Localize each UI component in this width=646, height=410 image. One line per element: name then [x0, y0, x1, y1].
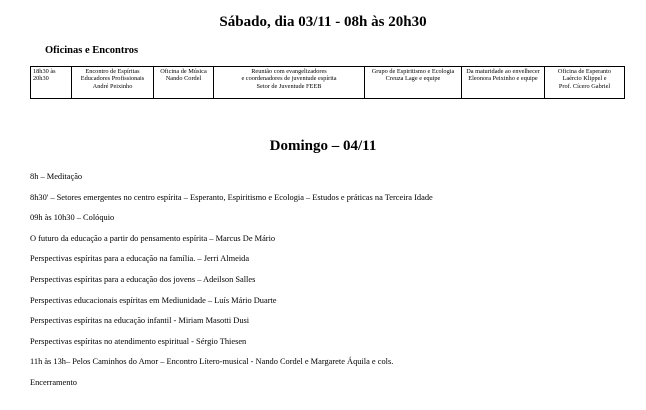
schedule-item: 8h30' – Setores emergentes no centro espírita – Esperanto, Espiritismo e Ecologia – Estudos e práticas na Terceira Idade — [30, 192, 433, 202]
table-row — [31, 67, 625, 99]
schedule-item: 8h – Meditação — [30, 172, 83, 181]
workshop-line: Grupo de Espiritismo e Ecologia — [371, 68, 455, 75]
sunday-title: Domingo – 04/11 — [269, 138, 377, 154]
workshop-line: Oficina de Música — [160, 68, 207, 75]
workshop-line: Nando Cordel — [165, 75, 202, 83]
time-cell — [31, 67, 72, 99]
workshop-cell — [545, 67, 625, 99]
workshop-line: Eleonora Peixinho e equipe — [468, 75, 538, 83]
schedule-item: O futuro da educação a partir do pensamento espírita – Marcus De Mário — [30, 233, 276, 243]
schedule-item: Perspectivas educacionais espíritas em Mediunidade – Luís Mário Duarte — [30, 295, 277, 305]
schedule-item: Encerramento — [30, 377, 77, 387]
workshop-line: Oficina de Esperanto — [557, 68, 612, 75]
schedule-item: Perspectivas espíritas na educação infantil - Miriam Masotti Dusi — [30, 316, 250, 326]
schedule-item: 11h às 13h– Pelos Caminhos do Amor – Encontro Lítero-musical - Nando Cordel e Margarete Áquila e cols. — [30, 357, 394, 367]
workshop-line: Educadores Profissionais — [80, 75, 145, 83]
schedule-item: 09h às 10h30 – Colóquio — [30, 213, 115, 223]
sunday-schedule — [30, 172, 630, 399]
workshops-table — [30, 66, 625, 99]
workshop-line: André Peixinho — [92, 82, 133, 90]
workshop-line: Creuza Lage e equipe — [385, 75, 441, 83]
workshop-line: Prof. Cícero Gabriel — [558, 82, 611, 90]
workshops-subtitle: Oficinas e Encontros — [45, 45, 139, 56]
time-line: 18h30 às — [33, 68, 56, 75]
workshop-cell — [462, 67, 545, 99]
time-line: 20h30 — [33, 75, 49, 83]
workshop-cell — [214, 67, 365, 99]
workshop-cell — [154, 67, 214, 99]
schedule-item: Perspectivas espíritas no atendimento espiritual - Sérgio Thiesen — [30, 336, 247, 346]
workshop-line: Reunião com evangelizadores — [251, 68, 327, 75]
workshop-line: e coordenadores de juventude espírita — [241, 75, 337, 83]
workshop-line: Setor de Juventude FEEB — [256, 82, 322, 90]
workshop-cell — [72, 67, 154, 99]
workshop-line: Laércio Klippel e — [562, 75, 607, 83]
workshop-line: Da maturidade ao envelhecer — [466, 68, 540, 75]
workshop-line: Encontro de Espíritas — [85, 68, 140, 75]
workshop-cell — [365, 67, 462, 99]
saturday-title: Sábado, dia 03/11 - 08h às 20h30 — [219, 14, 427, 30]
schedule-item: Perspectivas espíritas para a educação na família. – Jerri Almeida — [30, 254, 250, 264]
schedule-item: Perspectivas espíritas para a educação dos jovens – Adeilson Salles — [30, 274, 256, 284]
